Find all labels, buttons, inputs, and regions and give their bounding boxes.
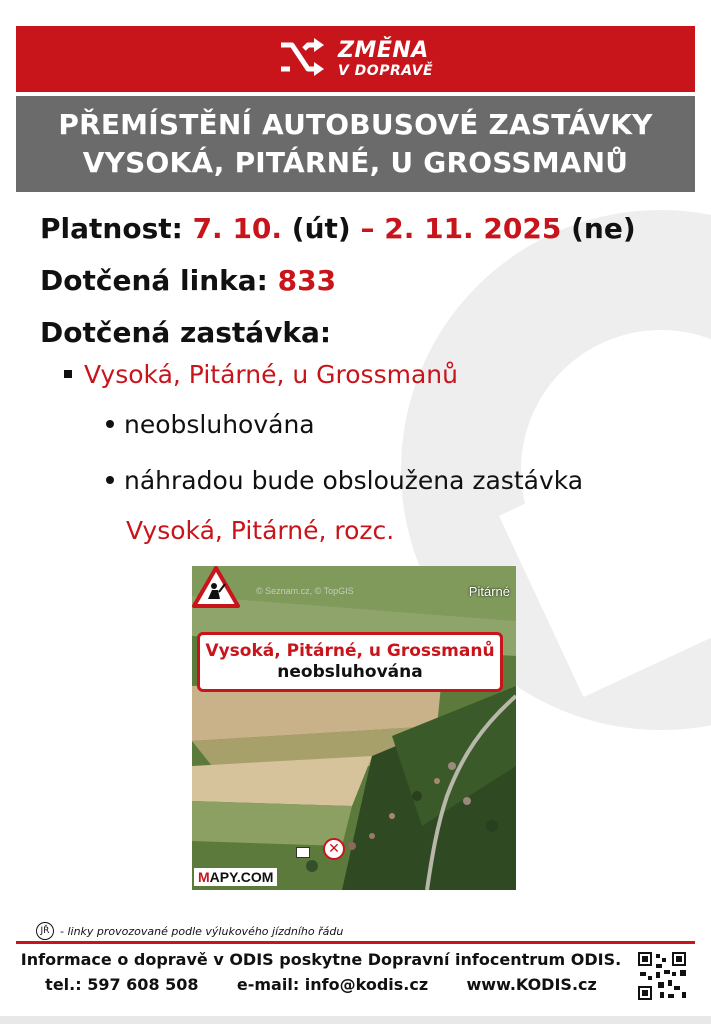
bullet-icon [106,476,114,484]
footnote-text: - linky provozované podle výlukového jízdního řádu [60,924,344,938]
validity-from-day: (út) [291,211,351,245]
validity-to-day: (ne) [571,211,636,245]
line-label: Dotčená linka: [40,263,268,297]
footnote [36,922,343,940]
square-bullet-icon [64,370,72,378]
validity-label: Platnost: [40,211,183,245]
zmena-v-doprave-logo [278,37,433,81]
notice-title [16,96,695,192]
line-row [40,254,680,306]
footer-info: Informace o dopravě v ODIS poskytne Dopravní infocentrum ODIS. [20,950,622,969]
road-works-sign-icon [192,566,240,608]
title-line-2: VYSOKÁ, PITÁRNÉ, U GROSSMANŮ [82,146,629,179]
stop-label: Dotčená zastávka: [40,315,332,349]
list-item [64,352,684,396]
footer-divider [16,941,695,944]
map-callout-subtitle: neobsluhována [277,662,423,682]
map-callout-title: Vysoká, Pitárné, u Grossmanů [205,640,495,661]
stop-row [40,306,680,358]
notice-details [40,202,680,358]
footer-email[interactable]: e-mail: info@kodis.cz [236,975,429,994]
line-number: 833 [277,263,337,297]
validity-row [40,202,680,254]
footer [16,948,626,998]
footer-web[interactable]: www.KODIS.cz [466,975,597,994]
logo-text-line2: V DOPRAVĚ [337,63,434,79]
page-bottom-edge [0,1016,711,1024]
location-map [192,566,516,890]
footer-contacts [16,972,626,998]
map-callout [197,632,503,692]
sub-list-item [64,452,684,508]
validity-to: – 2. 11. 2025 [360,211,562,245]
bus-stop-icon [296,847,310,858]
bullet-icon [106,420,114,428]
mapy-logo: MAPY.COM [194,868,277,886]
swap-arrows-icon [278,37,328,81]
stop-name: Vysoká, Pitárné, u Grossmanů [84,359,458,389]
title-line-1: PŘEMÍSTĚNÍ AUTOBUSOVÉ ZASTÁVKY [58,108,653,142]
sub-list-item [64,396,684,452]
affected-stops-list [64,352,684,552]
stop-note-replacement: náhradou bude obsloužena zastávka [124,465,584,495]
header-banner [16,26,695,92]
validity-from: 7. 10. [192,211,283,245]
map-copyright: © Seznam.cz, © TopGIS [256,586,354,596]
stop-note-unserved: neobsluhována [124,409,315,439]
replacement-stop-name: Vysoká, Pitárné, rozc. [126,515,395,545]
exclusion-timetable-icon: JŘ [36,922,54,940]
qr-code-icon[interactable] [636,950,688,1002]
map-town-label: Pitárné [468,584,510,599]
footer-phone: tel.: 597 608 508 [45,975,199,994]
logo-text-line1: ZMĚNA [337,38,429,63]
aerial-map-image [192,566,516,890]
cancelled-stop-icon: ✕ [323,838,345,860]
